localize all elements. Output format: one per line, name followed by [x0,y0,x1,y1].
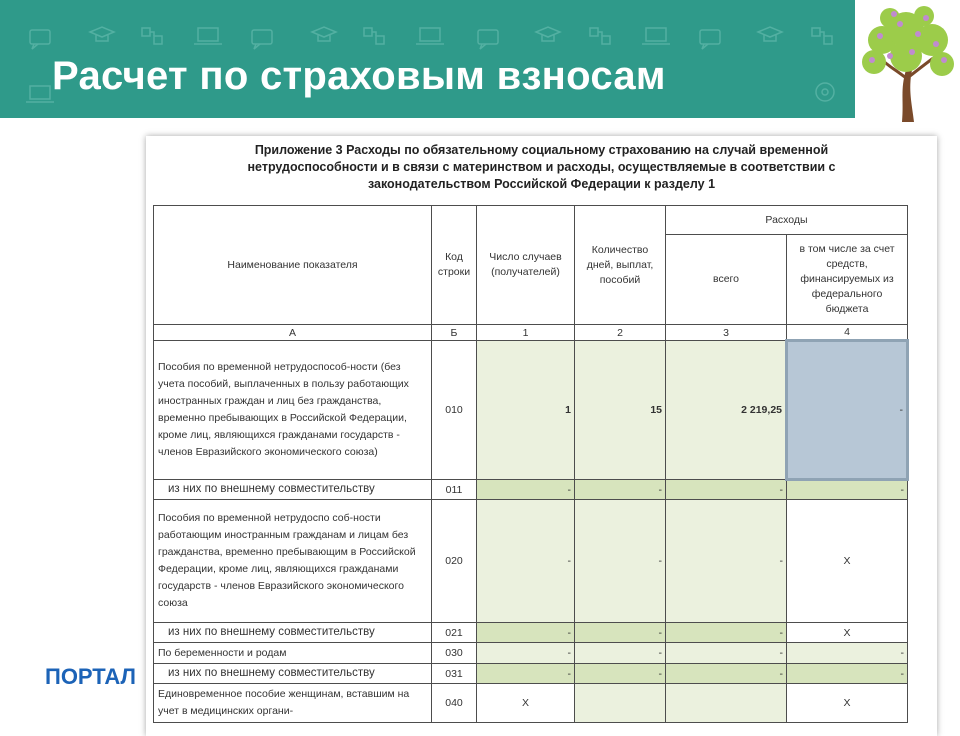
cell-cases[interactable]: 1 [477,341,575,480]
row-name: из них по внешнему совместительству [154,623,432,643]
cell-days[interactable]: - [575,500,666,623]
row-name: из них по внешнему совместительству [154,480,432,500]
cell-total[interactable]: - [666,623,787,643]
cell-federal: X [787,684,908,723]
cell-cases[interactable]: - [477,500,575,623]
document-title-line: законодательством Российской Федерации к разделу 1 [367,177,716,191]
column-header-federal: в том числе за счет средств, финансируемых из федерального бюджета [787,235,908,325]
row-name: Единовременное пособие женщинам, вставшим на учет в медицинских органи- [154,684,432,723]
row-code: 010 [432,341,477,480]
cell-days[interactable]: - [575,643,666,664]
cell-cases[interactable]: - [477,623,575,643]
column-header-code: Код строки [432,206,477,325]
column-header-total: всего [666,235,787,325]
cell-total[interactable]: 2 219,25 [666,341,787,480]
cell-cases: X [477,684,575,723]
row-code: 021 [432,623,477,643]
cell-cases[interactable]: - [477,643,575,664]
row-name: По беременности и родам [154,643,432,664]
page-title: Расчет по страховым взносам [52,54,666,98]
column-index: 3 [666,325,787,341]
portal-brand-text: ПОРТАЛ [45,664,136,689]
cell-federal-selected[interactable]: - [787,341,908,480]
table-row [154,341,908,480]
cell-total[interactable]: - [666,664,787,684]
cell-days[interactable]: 15 [575,341,666,480]
cell-days[interactable]: - [575,480,666,500]
cell-days[interactable]: - [575,623,666,643]
column-header-cases: Число случаев (получателей) [477,206,575,325]
row-code: 020 [432,500,477,623]
table-row [154,623,908,643]
expenses-table [153,205,909,723]
cell-cases[interactable]: - [477,480,575,500]
row-code: 031 [432,664,477,684]
column-header-expenses: Расходы [666,206,908,235]
cell-federal[interactable]: - [787,664,908,684]
column-index: 4 [787,325,908,341]
cell-total[interactable] [666,684,787,723]
table-row [154,480,908,500]
column-index-row [154,325,908,341]
table-row [154,643,908,664]
column-header-days: Количество дней, выплат, пособий [575,206,666,325]
cell-days[interactable]: - [575,664,666,684]
table-row [154,664,908,684]
document-title [146,142,937,193]
column-index: А [154,325,432,341]
row-code: 040 [432,684,477,723]
tree-logo-icon [852,0,960,122]
document-sheet [146,136,937,736]
cell-federal: X [787,623,908,643]
row-name: Пособия по временной нетрудоспособ-ности (без учета пособий, выплаченных в пользу работающих иностранных граждан и лиц без гражданства, временно пребывающих в Российской Федерации, кроме лиц, являющихся гражданами государств - членов Евразийского экономического союза) [154,341,432,480]
document-title-line: нетрудоспособности и в связи с материнством и расходы, осуществляемые в соответствии с [247,160,836,174]
row-name: из них по внешнему совместительству [154,664,432,684]
column-index: 2 [575,325,666,341]
table-row [154,684,908,723]
cell-federal[interactable]: - [787,643,908,664]
cell-cases[interactable]: - [477,664,575,684]
row-code: 011 [432,480,477,500]
cell-total[interactable]: - [666,643,787,664]
row-code: 030 [432,643,477,664]
row-name: Пособия по временной нетрудоспо соб-ности работающим иностранным гражданам и лицам без гражданства, временно пребывающим в Российской Федерации, кроме лиц, являющихся гражданами государств - членов Евразийского экономического союза [154,500,432,623]
table-row [154,500,908,623]
table-header-row [154,206,908,235]
cell-federal: X [787,500,908,623]
column-index: 1 [477,325,575,341]
column-index: Б [432,325,477,341]
column-header-name: Наименование показателя [154,206,432,325]
cell-federal[interactable]: - [787,480,908,500]
cell-total[interactable]: - [666,480,787,500]
title-banner [0,0,855,118]
cell-days[interactable] [575,684,666,723]
document-title-line: Приложение 3 Расходы по обязательному социальному страхованию на случай временной [254,143,829,157]
cell-total[interactable]: - [666,500,787,623]
